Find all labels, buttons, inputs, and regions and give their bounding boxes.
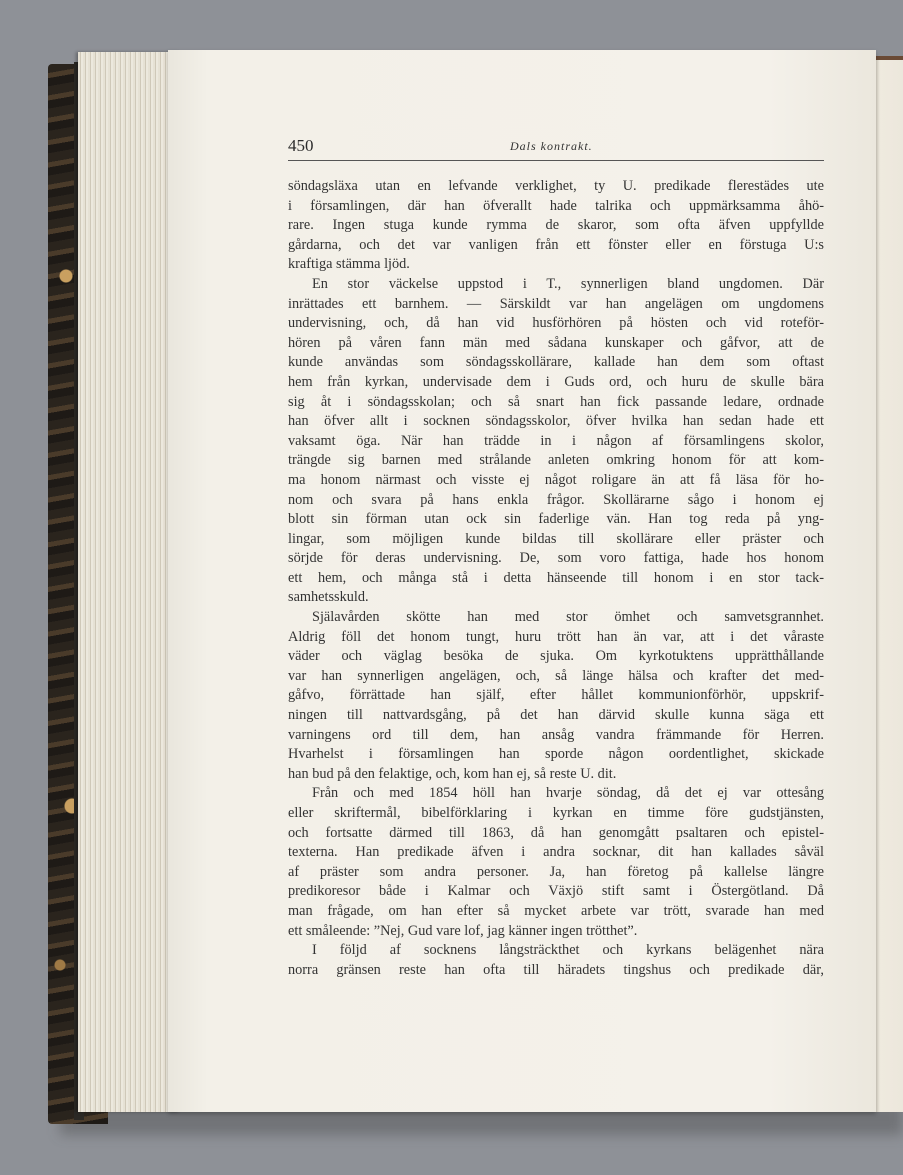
text-line: Från och med 1854 höll han hvarje söndag, då det ej var ottesång <box>312 785 824 802</box>
running-head: Dals kontrakt. <box>510 139 593 153</box>
text-line: i församlingen, där han öfverallt hade talrika och uppmärksamma åhö- <box>288 197 824 214</box>
text-line: hem från kyrkan, undervisade dem i Guds ord, och huru de skulle bära <box>288 373 824 390</box>
text-line: ma honom närmast och visste ej något roligare än att få läsa för ho- <box>288 471 824 488</box>
text-line: gårdarna, och det var vanligen från ett fönster eller en förstuga U:s <box>288 236 824 253</box>
text-line: En stor väckelse uppstod i T., synnerligen bland ungdomen. Där <box>312 275 824 292</box>
text-line: väder och väglag besöka de sjuka. Om kyrkotuktens upprätthållande <box>288 648 824 665</box>
text-line: söndagsläxa utan en lefvande verklighet, ty U. predikade flerestädes ute <box>288 178 824 194</box>
text-line: ningen till nattvardsgång, på det han därvid skulle kunna säga ett <box>288 707 824 724</box>
text-line: han bud på den felaktige, och, kom han ej, så reste U. dit. <box>288 765 617 782</box>
text-line: blott sin förman utan ock sin faderlige vän. Han tog reda på yng- <box>288 511 824 528</box>
text-line: ett hem, och många stå i detta hänseende till honom i en stor tack- <box>288 569 824 586</box>
text-line: Aldrig föll det honom tungt, huru trött han än var, att i det våraste <box>288 628 824 645</box>
text-line: vaksamt öga. När han trädde in i någon af församlingens skolor, <box>288 432 824 449</box>
page-edges <box>78 52 180 1112</box>
text-line: lingar, som möjligen kunde bildas till skollärare eller präster och <box>288 530 824 547</box>
text-line: sig åt i söndagsskolan; och så snart han fick passande ledare, ordnade <box>288 393 824 410</box>
text-line: man frågade, om han efter så mycket arbete var trött, svarade han med <box>288 902 824 919</box>
text-line: af präster som andra personer. Ja, han företog på kallelse längre <box>288 863 824 880</box>
text-line: gåfvo, förrättade han själf, efter hållet kommunionförhör, uppskrif- <box>288 687 824 704</box>
text-line: trängde sig barnen med strålande anleten omkring honom för att kom- <box>288 452 824 469</box>
facing-page <box>872 60 903 1112</box>
text-line: hören på våren fann män med sådana kunskaper och gåfvor, att de <box>288 334 824 351</box>
text-line: inrättades ett barnhem. — Särskildt var han angelägen om ungdomens <box>288 295 824 312</box>
text-line: kraftiga stämma ljöd. <box>288 256 410 273</box>
text-line: norra gränsen reste han ofta till häradets tingshus och predikade där, <box>288 961 824 978</box>
page-header <box>288 136 824 161</box>
text-line: Själavården skötte han med stor ömhet och samvetsgrannhet. <box>312 609 824 626</box>
text-line: rare. Ingen stuga kunde rymma de skaror, som ofta äfven uppfyllde <box>288 217 824 234</box>
text-line: eller skriftermål, bibelförklaring i kyrkan en timme före gudstjänsten, <box>288 805 824 821</box>
text-line: och fortsatte därmed till 1863, då han genomgått psaltaren och epistel- <box>288 824 824 841</box>
page-number: 450 <box>288 136 314 155</box>
text-line: varningens ord till dem, han ansåg vandra främmande för Herren. <box>288 726 824 743</box>
text-line: samhetsskuld. <box>288 589 369 606</box>
text-line: kunde användas som söndagsskollärare, kallade han dem som oftast <box>288 354 824 371</box>
text-line: undervisning, och, då han vid husförhören på hösten och vid roteför- <box>288 315 824 332</box>
text-line: han öfver allt i socknen söndagsskolor, öfver hvilka han sedan hade ett <box>288 413 824 430</box>
text-line: predikoresor både i Kalmar och Växjö stift samt i Östergötland. Då <box>288 883 824 900</box>
text-line: ett småleende: ”Nej, Gud vare lof, jag känner ingen trötthet”. <box>288 922 638 939</box>
text-line: nom och svara på hans enkla frågor. Skollärarne sågo i honom ej <box>288 491 824 508</box>
text-line: var han synnerligen angelägen, och, så länge hälsa och krafter det med- <box>288 667 824 684</box>
text-line: texterna. Han predikade äfven i andra socknar, dit han kallades såväl <box>288 844 824 861</box>
body-text <box>288 177 824 980</box>
text-line: sörjde för deras undervisning. De, som voro fattiga, hade hos honom <box>288 550 824 567</box>
text-line: I följd af socknens långsträckthet och kyrkans belägenhet nära <box>312 942 824 959</box>
text-line: Hvarhelst i församlingen han sporde någon oordentlighet, skickade <box>288 746 824 763</box>
